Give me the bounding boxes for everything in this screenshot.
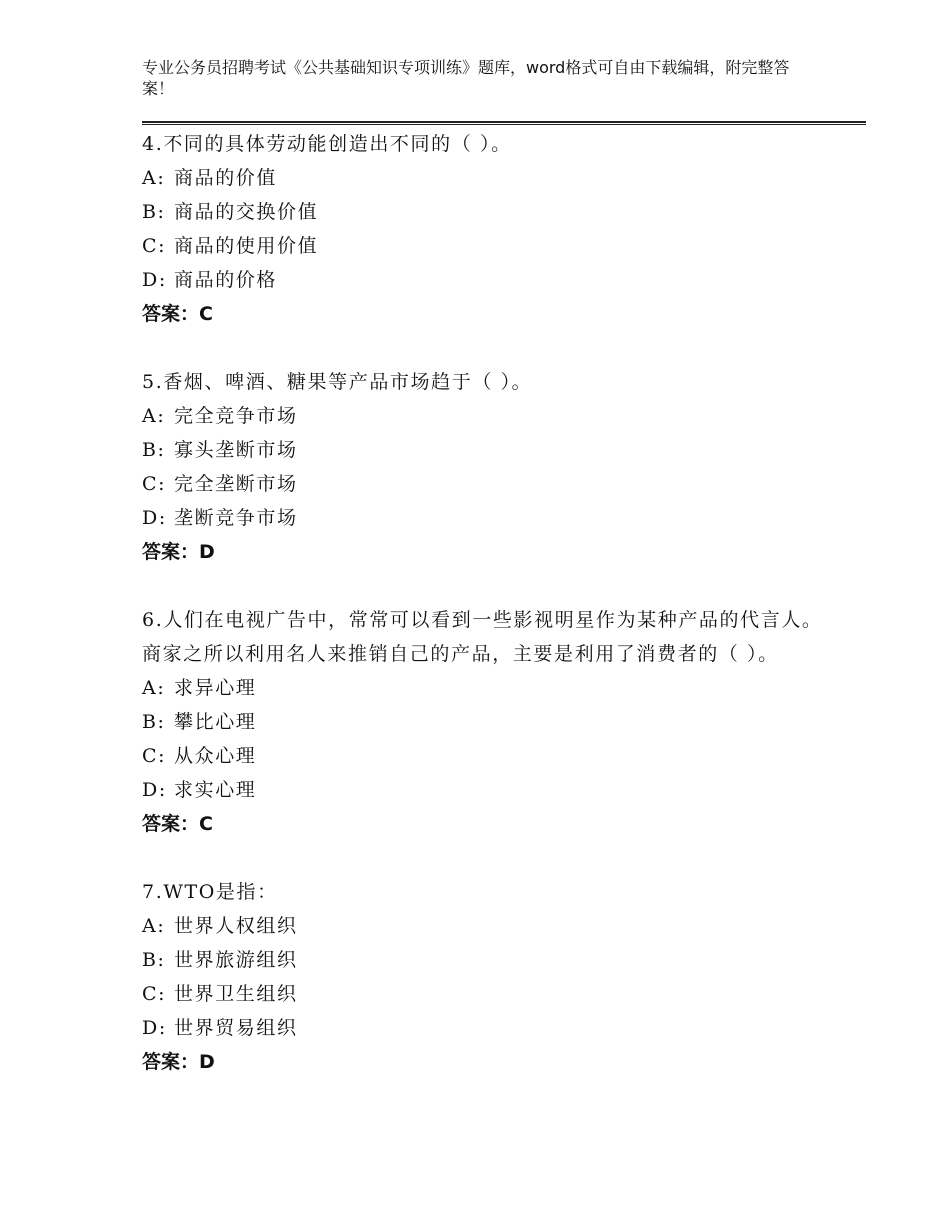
option-b — [142, 195, 842, 229]
option-b — [142, 943, 842, 977]
document-header: 专业公务员招聘考试《公共基础知识专项训练》题库，word格式可自由下载编辑，附完整答案！ — [142, 58, 790, 98]
option-text: 寡头垄断市场 — [174, 439, 298, 461]
option-a — [142, 161, 842, 195]
option-text: 商品的价格 — [174, 269, 278, 291]
header-divider-bottom — [142, 124, 866, 125]
option-a — [142, 671, 842, 705]
question-4 — [142, 127, 842, 331]
answer-label: 答案：D — [142, 541, 215, 563]
option-text: 世界贸易组织 — [174, 1017, 298, 1039]
question-text: 6.人们在电视广告中，常常可以看到一些影视明星作为某种产品的代言人。商家之所以利用名人来推销自己的产品，主要是利用了消费者的（ ）。 — [142, 609, 823, 665]
answer-label: 答案：C — [142, 813, 213, 835]
option-d — [142, 501, 842, 535]
option-d — [142, 1011, 842, 1045]
option-text: 世界人权组织 — [174, 915, 298, 937]
question-text: 7.WTO是指： — [142, 881, 278, 903]
option-text: 完全竞争市场 — [174, 405, 298, 427]
option-text: 商品的价值 — [174, 167, 278, 189]
option-letter: B: — [142, 439, 166, 461]
option-d — [142, 263, 842, 297]
option-text: 世界卫生组织 — [174, 983, 298, 1005]
option-text: 求实心理 — [174, 779, 257, 801]
option-letter: C: — [142, 983, 167, 1005]
option-letter: B: — [142, 201, 166, 223]
option-c — [142, 467, 842, 501]
option-letter: B: — [142, 949, 166, 971]
option-text: 世界旅游组织 — [174, 949, 298, 971]
option-letter: A: — [142, 677, 166, 699]
option-text: 商品的交换价值 — [174, 201, 319, 223]
question-list — [142, 127, 842, 1113]
option-letter: C: — [142, 235, 167, 257]
option-letter: A: — [142, 915, 166, 937]
option-text: 完全垄断市场 — [174, 473, 298, 495]
question-5 — [142, 365, 842, 569]
option-letter: D: — [142, 1017, 167, 1039]
option-letter: D: — [142, 507, 167, 529]
option-letter: B: — [142, 711, 166, 733]
question-text: 5.香烟、啤酒、糖果等产品市场趋于（ ）。 — [142, 371, 533, 393]
option-letter: D: — [142, 779, 167, 801]
option-letter: D: — [142, 269, 167, 291]
option-c — [142, 229, 842, 263]
option-d — [142, 773, 842, 807]
option-letter: C: — [142, 745, 167, 767]
option-letter: A: — [142, 167, 166, 189]
option-text: 垄断竞争市场 — [174, 507, 298, 529]
option-c — [142, 739, 842, 773]
option-a — [142, 909, 842, 943]
option-a — [142, 399, 842, 433]
option-b — [142, 433, 842, 467]
option-text: 商品的使用价值 — [174, 235, 319, 257]
option-c — [142, 977, 842, 1011]
question-6 — [142, 603, 842, 841]
question-7 — [142, 875, 842, 1079]
option-text: 攀比心理 — [174, 711, 257, 733]
option-letter: C: — [142, 473, 167, 495]
question-text: 4.不同的具体劳动能创造出不同的（ ）。 — [142, 133, 512, 155]
header-divider-top — [142, 121, 866, 123]
option-letter: A: — [142, 405, 166, 427]
option-b — [142, 705, 842, 739]
option-text: 求异心理 — [174, 677, 257, 699]
answer-label: 答案：C — [142, 303, 213, 325]
option-text: 从众心理 — [174, 745, 257, 767]
answer-label: 答案：D — [142, 1051, 215, 1073]
